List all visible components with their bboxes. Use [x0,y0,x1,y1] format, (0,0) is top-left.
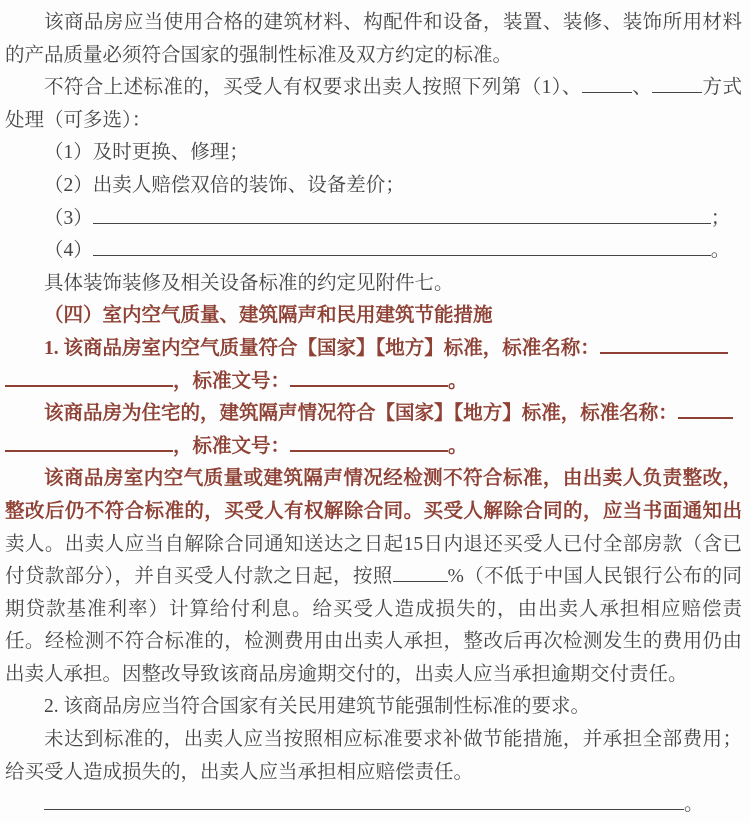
text-run: 具体装饰装修及相关设备标准的约定见附件七。 [44,272,454,294]
blank-fill-in-field [44,791,684,811]
para-materials-quality [5,7,742,72]
text-run: 、 [631,77,653,99]
text-run: 。 [448,370,468,392]
text-run: （1）及时更换、修理； [44,142,249,164]
para-final-blank-line [5,789,742,822]
para-noncompliance-remedy [5,463,742,691]
text-run: 。 [684,794,704,816]
blank-fill-in-field [600,333,728,354]
para-option-2 [5,170,742,203]
text-run: （4） [44,240,93,262]
text-run: （3） [44,207,93,229]
blank-fill-in-field [93,204,711,224]
contract-text-body [5,7,742,822]
text-run: ； [710,207,731,229]
blank-fill-in-field [93,237,711,257]
text-run: ，标准文号： [173,435,291,457]
text-run: 方式处理（可多选）： [5,77,742,131]
text-run: 2. 该商品房应当符合国家有关民用建筑节能强制性标准的要求。 [44,696,591,718]
text-run: 。 [710,240,731,262]
para-energy-saving-standard [5,691,742,724]
blank-fill-in-field [393,563,448,583]
blank-fill-in-field [678,399,733,420]
blank-fill-in-field [652,74,702,94]
blank-fill-in-field [290,431,448,452]
text-run: %（不低于中国人民银行公布的同期贷款基准利率）计算给付利息。给买受人造成损失的，由出卖人承担相应赔偿责任。经检测不符合标准的，检测费用由出卖人承担，整改后再次检测发生的费用仍由出卖人承担。因整改导致该商品房逾期交付的，出卖人应当承担逾期交付责任。 [5,566,742,685]
text-run: 该商品房应当使用合格的建筑材料、构配件和设备，装置、装修、装饰所用材料的产品质量必须符合国家的强制性标准及双方约定的标准。 [5,12,742,66]
heading-section-four [5,300,742,333]
para-option-4 [5,235,742,268]
para-option-1 [5,137,742,170]
text-run: 该商品房室内空气质量或建筑隔声情况经检测不符合标准，由出卖人负责整改，整改后仍不符合标准的，买受人有权解除合同。买受人解除合同的，应当书面通知出 [5,468,742,522]
text-run: ，标准文号： [173,370,291,392]
text-run: 该商品房为住宅的，建筑隔声情况符合【国家】【地方】标准，标准名称： [44,403,678,425]
blank-fill-in-field [290,366,448,387]
para-remedy-options-intro [5,72,742,137]
para-energy-saving-remedy [5,724,742,789]
text-run: 。 [448,435,468,457]
text-run: （四）室内空气质量、建筑隔声和民用建筑节能措施 [44,305,493,327]
para-sound-insulation-standard [5,398,742,463]
text-run: 未达到标准的，出卖人应当按照相应标准要求补做节能措施，并承担全部费用；给买受人造成损失的，出卖人应当承担相应赔偿责任。 [5,729,742,783]
text-run: 1. 该商品房室内空气质量符合【国家】【地方】标准，标准名称： [44,337,600,359]
para-air-quality-standard [5,333,742,398]
text-run: （2）出卖人赔偿双倍的装饰、设备差价； [44,174,405,196]
para-appendix-seven [5,268,742,301]
blank-fill-in-field [5,366,173,387]
blank-fill-in-field [5,431,173,452]
para-option-3 [5,203,742,236]
text-run: 卖人。出卖人应当自解除合同通知送达之日起15日内退还买受人已付全部房款（含已付贷款部分），并自买受人付款之日起，按照 [5,533,742,588]
text-run: 不符合上述标准的，买受人有权要求出卖人按照下列第（1）、 [44,77,582,99]
blank-fill-in-field [582,74,632,94]
